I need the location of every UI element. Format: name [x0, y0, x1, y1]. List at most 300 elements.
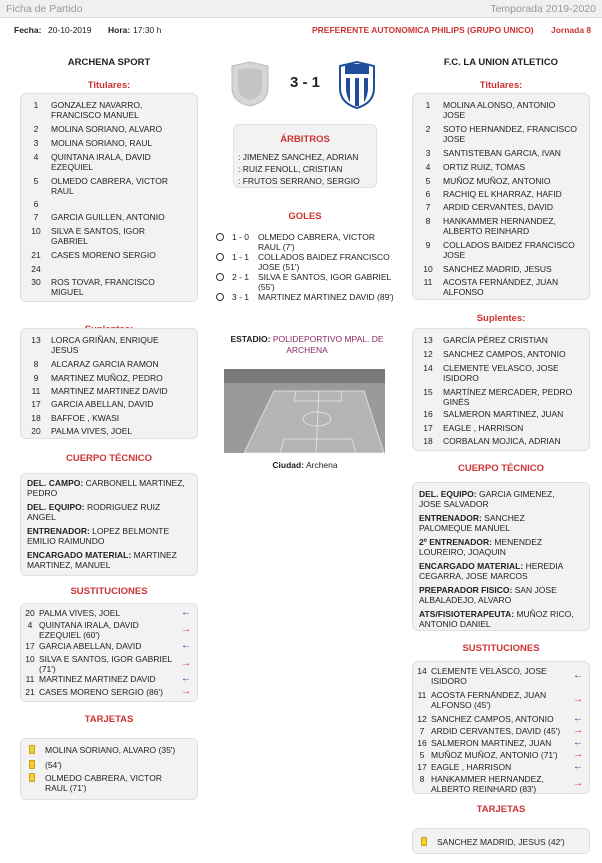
ciudad-info [222, 460, 388, 470]
goal-scorer[interactable] [258, 292, 398, 302]
away-suplentes-list [412, 328, 590, 451]
away-titular-name-line1: COLLADOS BAIDEZ FRANCISCO [443, 240, 575, 250]
home-tecnico-value-2: PEDRO [27, 488, 58, 498]
home-sust-name[interactable] [39, 608, 177, 618]
home-sust-name-line1: PALMA VIVES, JOEL [39, 608, 121, 618]
away-tecnico-value-1: SANCHEZ [481, 513, 525, 523]
home-suplente-name-line2: JESUS [51, 345, 79, 355]
goal-scorer-line2: JOSE (51') [258, 262, 300, 272]
away-suplente-name-line2: ISIDORO [443, 373, 479, 383]
home-tecnico-role: DEL. CAMPO: [27, 478, 84, 488]
away-titulares-list [412, 93, 590, 300]
home-titulares-label: Titulares: [87, 80, 131, 91]
home-suplente-name[interactable] [51, 399, 191, 409]
home-titular-name-line2: FRANCISCO MANUEL [51, 110, 139, 120]
away-titular-name-line1: SANTISTEBAN GARCIA, IVAN [443, 148, 561, 158]
away-titular-number: 11 [423, 277, 433, 287]
score-separator: - [302, 74, 308, 91]
home-titular-name-line1: GONZALEZ NAVARRO, [51, 100, 143, 110]
away-suplente-name-line1: SANCHEZ CAMPOS, ANTONIO [443, 349, 566, 359]
home-titular-name-line2: GABRIEL [51, 236, 88, 246]
ciudad-label: Ciudad: [272, 460, 305, 470]
arrow-left-icon: ← [573, 670, 583, 681]
away-titular-name[interactable] [443, 176, 583, 186]
home-suplente-name-line1: BAFFOE , KWASI [51, 413, 120, 423]
home-suplente-name-line1: PALMA VIVES, JOEL [51, 426, 133, 436]
arbitro-3: : FRUTOS SERRANO, SERGIO [238, 176, 360, 186]
away-sust-name-line1: MUÑOZ MUÑOZ, ANTONIO (71') [431, 750, 558, 760]
arbitros-label: ÁRBITROS [280, 134, 330, 145]
home-sust-name[interactable] [39, 641, 177, 651]
away-sust-name-line2: ISIDORO [431, 676, 467, 686]
home-tarjeta-name[interactable] [45, 745, 193, 755]
arrow-left-icon: ← [181, 673, 191, 684]
goal-scorer-line1: COLLADOS BAIDEZ FRANCISCO [258, 252, 390, 262]
goal-score: 1 - 1 [232, 252, 250, 262]
away-sust-name-line2: ALFONSO (45') [431, 700, 491, 710]
home-titular-number: 21 [31, 250, 41, 260]
home-tecnico-row [27, 478, 191, 498]
away-suplente-name-line1: MARTÍNEZ MERCADER, PEDRO [443, 387, 573, 397]
home-tarjeta-name-line1: (54') [45, 760, 62, 770]
home-titular-name-line1: QUINTANA IRALA, DAVID [51, 152, 151, 162]
away-sust-name[interactable] [431, 738, 569, 748]
home-shield-icon[interactable] [230, 60, 270, 108]
hora-value: 17:30 h [133, 25, 162, 35]
away-tecnico-role: ATS/FISIOTERAPEUTA: [419, 609, 515, 619]
away-titular-name-line2: JOSE [443, 250, 466, 260]
home-titular-number: 7 [33, 212, 39, 222]
home-sust-number: 20 [25, 608, 35, 618]
away-tecnico-role: PREPARADOR FISICO: [419, 585, 513, 595]
away-titular-number: 2 [425, 124, 431, 134]
away-shield-icon[interactable] [336, 58, 378, 110]
home-titular-name-line2: RAUL [51, 186, 74, 196]
home-suplente-name[interactable] [51, 426, 191, 436]
estadio-info [222, 334, 392, 356]
arrow-left-icon: ← [573, 737, 583, 748]
home-sust-name-line1: QUINTANA IRALA, DAVID [39, 620, 139, 630]
estadio-label: ESTADIO: [230, 334, 271, 344]
home-tecnico-value-2: ANGEL [27, 512, 56, 522]
away-titular-name[interactable] [443, 202, 583, 212]
away-sust-number: 8 [419, 774, 425, 784]
away-sust-name[interactable] [431, 762, 569, 772]
goal-scorer-line1: OLMEDO CABRERA, VICTOR [258, 232, 375, 242]
home-tarjeta-name-line2: RAUL (71') [45, 783, 87, 793]
away-suplente-number: 15 [423, 387, 433, 397]
away-titular-name-line2: JOSE [443, 134, 466, 144]
away-titular-name-line1: RACHIQ EL KHARRAZ, HAFID [443, 189, 562, 199]
home-titular-name[interactable] [51, 277, 191, 297]
yellow-card-icon [421, 837, 427, 846]
home-titular-name[interactable] [51, 176, 191, 196]
away-titular-name-line2: JOSE [443, 110, 466, 120]
away-score: 1 [311, 74, 321, 91]
away-sust-number: 14 [417, 666, 427, 676]
away-sust-name-line1: ARDID CERVANTES, DAVID (45') [431, 726, 561, 736]
home-titular-number: 3 [33, 138, 39, 148]
away-sust-list [412, 661, 590, 794]
home-suplente-name-line1: LORCA GRIÑAN, ENRIQUE [51, 335, 159, 345]
competition-name[interactable]: PREFERENTE AUTONOMICA PHILIPS (GRUPO UNICO) [312, 25, 534, 35]
home-titular-name-line1: MOLINA SORIANO, ALVARO [51, 124, 163, 134]
away-suplente-name[interactable] [443, 423, 583, 433]
away-titular-name[interactable] [443, 148, 583, 158]
away-titular-name[interactable] [443, 189, 583, 199]
away-titular-number: 8 [425, 216, 431, 226]
away-titular-name-line1: SOTO HERNANDEZ, FRANCISCO [443, 124, 577, 134]
home-tecnico-value-1: MARTINEZ [131, 550, 177, 560]
away-sust-name[interactable] [431, 726, 569, 736]
home-sust-number: 10 [25, 654, 35, 664]
away-tecnico-value-1: HEREDIA [523, 561, 564, 571]
home-tecnico-role: ENCARGADO MATERIAL: [27, 550, 132, 560]
home-suplente-number: 11 [31, 386, 41, 396]
away-tecnico-row [419, 585, 583, 605]
away-titular-number: 7 [425, 202, 431, 212]
home-suplente-name[interactable] [51, 413, 191, 423]
jornada-label: Jornada 8 [551, 25, 592, 35]
away-sust-number: 11 [417, 690, 427, 700]
home-sust-name[interactable] [39, 654, 177, 674]
away-suplente-name[interactable] [443, 349, 583, 359]
home-suplentes-list [20, 328, 198, 439]
home-tarjetas-label: TARJETAS [84, 714, 134, 725]
home-sust-label: SUSTITUCIONES [70, 586, 148, 597]
away-titular-name-line1: ARDID CERVANTES, DAVID [443, 202, 554, 212]
home-tecnico-label: CUERPO TÉCNICO [65, 453, 153, 464]
away-sust-name[interactable] [431, 750, 569, 760]
home-tarjeta-name[interactable] [45, 773, 193, 793]
home-sust-name[interactable] [39, 687, 177, 697]
away-sust-name-line1: ACOSTA FERNÁNDEZ, JUAN [431, 690, 547, 700]
away-titular-name[interactable] [443, 240, 583, 260]
home-tarjetas-list [20, 738, 198, 800]
away-titular-number: 6 [425, 189, 431, 199]
ciudad-value: Archena [305, 460, 338, 470]
home-titular-name[interactable] [51, 100, 191, 120]
home-sust-name[interactable] [39, 674, 177, 684]
away-sust-name-line2: ALBERTO REINHARD (83') [431, 784, 537, 794]
away-team-name[interactable]: F.C. LA UNION ATLETICO [443, 57, 559, 68]
home-suplente-number: 17 [31, 399, 41, 409]
away-tarjeta-name[interactable] [437, 837, 585, 847]
away-tecnico-value-1: MENENDEZ [492, 537, 543, 547]
away-tecnico-label: CUERPO TÉCNICO [457, 463, 545, 474]
home-sust-name-line1: GARCIA ABELLAN, DAVID [39, 641, 142, 651]
away-titular-number: 4 [425, 162, 431, 172]
home-titular-name-line2: MIGUEL [51, 287, 84, 297]
home-titular-number: 2 [33, 124, 39, 134]
season-label: Temporada 2019-2020 [490, 3, 596, 15]
away-tecnico-role: ENCARGADO MATERIAL: [419, 561, 524, 571]
away-tecnico-role: ENTRENADOR: [419, 513, 482, 523]
hora-label: Hora: [108, 25, 131, 35]
home-sust-number: 11 [25, 674, 35, 684]
arrow-left-icon: ← [573, 761, 583, 772]
away-sust-name[interactable] [431, 774, 569, 794]
home-sust-number: 4 [27, 620, 33, 630]
home-tecnico-role: DEL. EQUIPO: [27, 502, 85, 512]
arrow-right-icon: → [573, 778, 583, 789]
away-tecnico-row [419, 513, 583, 533]
home-titular-number: 5 [33, 176, 39, 186]
away-suplente-number: 12 [423, 349, 433, 359]
away-titular-name[interactable] [443, 216, 583, 236]
arrow-left-icon: ← [573, 713, 583, 724]
home-tecnico-row [27, 550, 191, 570]
estadio-name-1[interactable]: POLIDEPORTIVO MPAL. DE [272, 334, 384, 344]
home-tecnico-list [20, 473, 198, 576]
arrow-right-icon: → [181, 658, 191, 669]
away-tecnico-role: DEL. EQUIPO: [419, 489, 477, 499]
home-tecnico-value-2: MARTINEZ, MANUEL [27, 560, 111, 570]
away-suplente-number: 13 [423, 335, 433, 345]
home-titular-name[interactable] [51, 250, 191, 260]
home-sust-number: 21 [25, 687, 35, 697]
away-suplente-number: 17 [423, 423, 433, 433]
home-titular-name-line1: OLMEDO CABRERA, VICTOR [51, 176, 168, 186]
away-titular-name[interactable] [443, 124, 583, 144]
home-tecnico-row [27, 526, 191, 546]
arrow-left-icon: ← [181, 640, 191, 651]
home-titular-name-line1: GARCIA GUILLEN, ANTONIO [51, 212, 165, 222]
home-tecnico-value-1: RODRIGUEZ RUIZ [84, 502, 161, 512]
away-titular-name-line1: MOLINA ALONSO, ANTONIO [443, 100, 556, 110]
home-titular-number: 24 [31, 264, 41, 274]
goal-scorer[interactable] [258, 232, 398, 252]
arrow-right-icon: → [181, 624, 191, 635]
away-suplente-number: 14 [423, 363, 433, 373]
away-sust-number: 7 [419, 726, 425, 736]
away-titular-number: 3 [425, 148, 431, 158]
home-titular-name[interactable] [51, 212, 191, 222]
away-suplentes-label: Suplentes: [476, 313, 526, 324]
away-tecnico-value-2: JOSE SALVADOR [419, 499, 489, 509]
away-tecnico-value-2: ALBALADEJO, ALVARO [419, 595, 512, 605]
away-titular-name[interactable] [443, 162, 583, 172]
goal-score: 2 - 1 [232, 272, 250, 282]
home-tarjeta-name[interactable] [45, 760, 193, 770]
estadio-name-2[interactable]: ARCHENA [286, 345, 328, 355]
goal-scorer-line1: MARTINEZ MARTINEZ DAVID (89') [258, 292, 394, 302]
away-suplente-number: 16 [423, 409, 433, 419]
home-suplente-number: 18 [31, 413, 41, 423]
goal-scorer[interactable] [258, 252, 398, 272]
goal-score: 1 - 0 [232, 232, 250, 242]
away-tecnico-row [419, 537, 583, 557]
home-sust-name-line1: MARTINEZ MARTINEZ DAVID [39, 674, 156, 684]
away-sust-number: 17 [417, 762, 427, 772]
goal-scorer-line2: (55') [258, 282, 275, 292]
away-suplente-name-line2: GINÉS [443, 397, 470, 407]
home-titular-name[interactable] [51, 138, 191, 148]
goal-scorer-line2: RAUL (7') [258, 242, 295, 252]
away-suplente-name-line1: CORBALAN MOJICA, ADRIAN [443, 436, 561, 446]
goal-score: 3 - 1 [232, 292, 250, 302]
away-titular-name-line1: SANCHEZ MADRID, JESUS [443, 264, 552, 274]
away-titular-name[interactable] [443, 264, 583, 274]
home-suplente-name[interactable] [51, 335, 191, 355]
away-sust-name-line1: HANKAMMER HERNANDEZ, [431, 774, 544, 784]
home-suplente-number: 9 [33, 373, 39, 383]
soccer-ball-icon [216, 273, 224, 281]
home-sust-name[interactable] [39, 620, 177, 640]
away-tecnico-value-2: CEGARRA, JOSE MARCOS [419, 571, 528, 581]
away-suplente-name[interactable] [443, 436, 583, 446]
arrow-left-icon: ← [181, 607, 191, 618]
away-suplente-number: 18 [423, 436, 433, 446]
soccer-ball-icon [216, 293, 224, 301]
home-tecnico-value-1: LOPEZ BELMONTE [89, 526, 170, 536]
away-tecnico-value-2: ANTONIO DANIEL [419, 619, 491, 629]
scoreboard [282, 74, 328, 91]
away-sust-name-line1: SANCHEZ CAMPOS, ANTONIO [431, 714, 554, 724]
goles-list [212, 230, 402, 308]
away-tarjetas-label: TARJETAS [476, 804, 526, 815]
fecha-label: Fecha: [14, 25, 42, 35]
away-tarjeta-name-line1: SANCHEZ MADRID, JESUS (42') [437, 837, 565, 847]
home-suplente-name-line1: GARCIA ABELLAN, DAVID [51, 399, 154, 409]
home-team-name[interactable]: ARCHENA SPORT [67, 57, 151, 68]
page-title: Ficha de Partido [6, 3, 83, 15]
away-sust-label: SUSTITUCIONES [462, 643, 540, 654]
home-score: 3 [289, 74, 299, 91]
arbitro-2: : RUIZ FENOLL, CRISTIAN [238, 164, 343, 174]
home-tecnico-value-2: EMILIO RAIMUNDO [27, 536, 105, 546]
away-sust-name[interactable] [431, 690, 569, 710]
fecha-value: 20-10-2019 [48, 25, 92, 35]
arrow-right-icon: → [573, 725, 583, 736]
soccer-ball-icon [216, 253, 224, 261]
home-suplente-name[interactable] [51, 373, 191, 383]
home-titular-name-line1: ROS TOVAR, FRANCISCO [51, 277, 155, 287]
away-tecnico-row [419, 609, 583, 629]
home-titular-name[interactable] [51, 152, 191, 172]
away-tecnico-list [412, 482, 590, 631]
arbitros-list [238, 151, 360, 187]
yellow-card-icon [29, 773, 35, 782]
away-sust-name[interactable] [431, 714, 569, 724]
away-tecnico-row [419, 489, 583, 509]
away-sust-name-line1: EAGLE , HARRISON [431, 762, 512, 772]
away-tecnico-value-1: MUÑOZ RICO, [514, 609, 574, 619]
away-tarjetas-list [412, 828, 590, 854]
away-titular-number: 5 [425, 176, 431, 186]
away-titular-name-line2: ALBERTO REINHARD [443, 226, 530, 236]
away-sust-number: 12 [417, 714, 427, 724]
away-titular-name-line1: ORTIZ RUIZ, TOMAS [443, 162, 526, 172]
match-info-row [0, 22, 602, 38]
home-suplente-name[interactable] [51, 359, 191, 369]
yellow-card-icon [29, 760, 35, 769]
home-titular-name[interactable] [51, 124, 191, 134]
away-suplente-name-line1: GARCÍA PÉREZ CRISTIAN [443, 335, 548, 345]
away-titular-name-line1: ACOSTA FERNÁNDEZ, JUAN [443, 277, 559, 287]
away-titular-name-line1: MUÑOZ MUÑOZ, ANTONIO [443, 176, 551, 186]
away-tecnico-value-2: PALOMEQUE MANUEL [419, 523, 511, 533]
away-suplente-name[interactable] [443, 409, 583, 419]
away-sust-name-line1: CLEMENTE VELASCO, JOSE [431, 666, 547, 676]
home-titular-name-line2: EZEQUIEL [51, 162, 94, 172]
home-sust-name-line1: CASES MORENO SERGIO (86') [39, 687, 163, 697]
away-titular-name-line1: HANKAMMER HERNANDEZ, [443, 216, 556, 226]
away-titular-number: 10 [423, 264, 433, 274]
home-tecnico-role: ENTRENADOR: [27, 526, 90, 536]
arbitros-box [233, 124, 377, 188]
home-suplente-name-line1: ALCARAZ GARCIA RAMON [51, 359, 159, 369]
home-titular-number: 6 [33, 199, 39, 209]
home-tecnico-row [27, 502, 191, 522]
home-sust-name-line1: SILVA E SANTOS, IGOR GABRIEL [39, 654, 173, 664]
home-tecnico-value-1: CARBONELL MARTINEZ, [83, 478, 185, 488]
goal-scorer[interactable] [258, 272, 398, 292]
away-suplente-name[interactable] [443, 387, 583, 407]
soccer-ball-icon [216, 233, 224, 241]
away-tecnico-row [419, 561, 583, 581]
away-sust-number: 5 [419, 750, 425, 760]
arrow-right-icon: → [573, 749, 583, 760]
top-bar [0, 0, 602, 18]
home-suplente-name-line1: MARTINEZ MUÑOZ, PEDRO [51, 373, 163, 383]
away-titulares-label: Titulares: [479, 80, 523, 91]
home-suplente-name-line1: MARTINEZ MARTINEZ DAVID [51, 386, 168, 396]
home-suplente-name[interactable] [51, 386, 191, 396]
goles-label: GOLES [288, 211, 322, 222]
arrow-right-icon: → [181, 686, 191, 697]
home-sust-list [20, 603, 198, 702]
home-titular-number: 10 [31, 226, 41, 236]
home-titulares-list [20, 93, 198, 302]
away-suplente-name[interactable] [443, 335, 583, 345]
home-suplente-number: 20 [31, 426, 41, 436]
home-sust-name-line2: (71') [39, 664, 56, 674]
home-titular-number: 4 [33, 152, 39, 162]
away-titular-number: 1 [425, 100, 431, 110]
arrow-right-icon: → [573, 694, 583, 705]
home-sust-number: 17 [25, 641, 35, 651]
away-suplente-name-line1: CLEMENTE VELASCO, JOSE [443, 363, 559, 373]
away-suplente-name[interactable] [443, 363, 583, 383]
yellow-card-icon [29, 745, 35, 754]
home-suplente-number: 8 [33, 359, 39, 369]
home-titular-name[interactable] [51, 226, 191, 246]
away-tecnico-value-2: LOUREIRO, JOAQUIN [419, 547, 506, 557]
away-titular-number: 9 [425, 240, 431, 250]
home-titular-name-line1: MOLINA SORIANO, RAUL [51, 138, 153, 148]
away-sust-name[interactable] [431, 666, 569, 686]
home-titular-name-line1: SILVA E SANTOS, IGOR [51, 226, 146, 236]
away-tecnico-value-1: GARCIA GIMENEZ, [476, 489, 555, 499]
away-sust-number: 16 [417, 738, 427, 748]
home-suplente-number: 13 [31, 335, 41, 345]
away-sust-name-line1: SALMERON MARTINEZ, JUAN [431, 738, 552, 748]
home-titular-number: 30 [31, 277, 41, 287]
home-titular-name-line1: CASES MORENO SERGIO [51, 250, 156, 260]
goal-scorer-line1: SILVA E SANTOS, IGOR GABRIEL [258, 272, 392, 282]
home-tarjeta-name-line1: MOLINA SORIANO, ALVARO (35') [45, 745, 176, 755]
home-tarjeta-name-line1: OLMEDO CABRERA, VICTOR [45, 773, 162, 783]
home-sust-name-line2: EZEQUIEL (60') [39, 630, 100, 640]
away-titular-name[interactable] [443, 100, 583, 120]
away-tecnico-role: 2º ENTRENADOR: [419, 537, 492, 547]
stadium-image [224, 369, 385, 453]
home-titular-number: 1 [33, 100, 39, 110]
arbitro-1: : JIMENEZ SANCHEZ, ADRIAN [238, 152, 359, 162]
away-suplente-name-line1: SALMERON MARTINEZ, JUAN [443, 409, 564, 419]
away-titular-name[interactable] [443, 277, 583, 297]
